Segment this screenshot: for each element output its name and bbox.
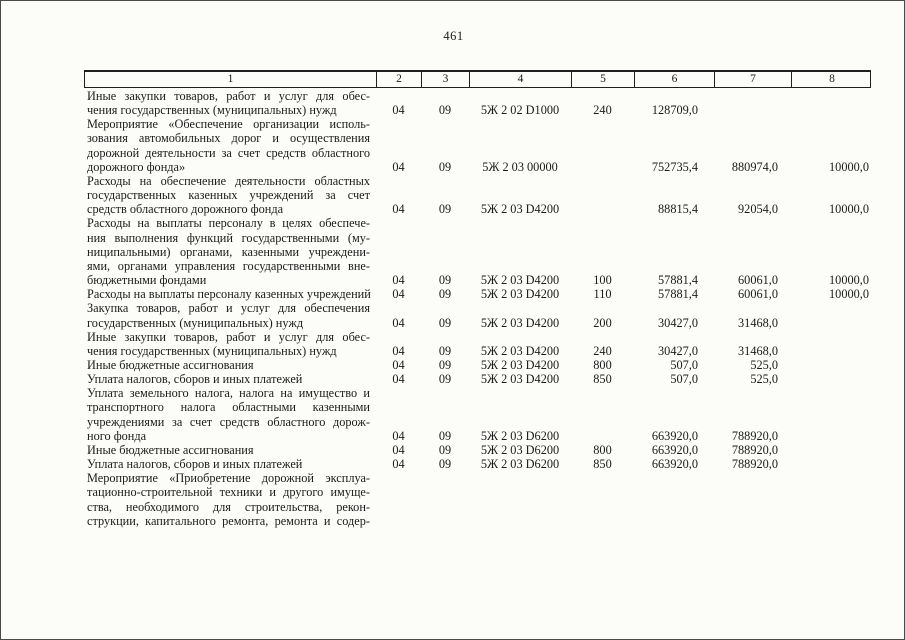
cell-amount-year1: 30427,0 [658,315,698,330]
table-row [84,358,871,372]
cell-subsection-code: 09 [438,372,452,387]
row-description [84,372,376,386]
cell-target-item-code: 5Ж 2 03 D6200 [480,428,560,443]
table-row [84,372,871,386]
row-description [84,174,376,216]
cell-target-item-code: 5Ж 2 02 D1000 [480,103,560,118]
row-description [84,358,376,372]
cell-target-item-code: 5Ж 2 03 D4200 [480,287,560,302]
description-line: Уплата земельного налога, налога на имущество и [87,386,370,401]
cell-amount-year1: 663920,0 [651,428,698,443]
description-line: ния выполнения функций государственными (му- [87,230,370,245]
table-row [84,216,871,287]
description-line: Расходы на выплаты персоналу казенных учреждений [87,287,371,302]
description-line: государственных казенных учреждений за счет [87,188,370,203]
row-description [84,287,376,301]
cell-amount-year1: 30427,0 [658,343,698,358]
table-row [84,457,871,471]
table-header-row [84,70,871,88]
budget-table [84,70,871,528]
cell-amount-year1: 752735,4 [651,159,698,174]
cell-expense-type-code: 110 [593,287,612,302]
description-line: Иные закупки товаров, работ и услуг для обес- [87,89,370,103]
table-row [84,443,871,457]
cell-section-code: 04 [392,457,405,472]
row-description [84,386,376,443]
cell-section-code: 04 [392,287,405,302]
description-line: Мероприятие «Обеспечение организации исполь- [87,117,370,132]
header-cell: 3 [422,72,470,87]
description-line: зования автомобильных дорог и осуществления [87,131,370,146]
table-row [84,287,871,301]
cell-subsection-code: 09 [438,428,452,443]
table-body [84,88,871,528]
cell-amount-year1: 663920,0 [651,442,698,457]
cell-subsection-code: 09 [438,202,452,217]
table-row [84,117,871,174]
header-cell: 4 [470,72,572,87]
row-description [84,117,376,174]
page-number: 461 [443,29,464,43]
cell-expense-type-code: 850 [593,372,612,387]
row-description [84,89,376,117]
header-cell: 6 [635,72,715,87]
header-cell: 1 [85,72,377,87]
description-line: государственных (муниципальных) нужд [87,315,304,330]
table-row [84,89,871,117]
cell-expense-type-code: 100 [593,273,612,288]
cell-target-item-code: 5Ж 2 03 D4200 [480,343,560,358]
header-cell: 8 [829,73,835,85]
cell-expense-type-code: 240 [593,103,612,118]
cell-subsection-code: 09 [438,159,452,174]
description-line: Закупка товаров, работ и услуг для обеспечения [87,301,370,316]
cell-subsection-code: 09 [438,103,452,118]
cell-target-item-code: 5Ж 2 03 D6200 [480,442,560,457]
cell-section-code: 04 [392,372,405,387]
cell-expense-type-code: 800 [593,442,612,457]
description-line: учреждениями за счет средств областного дорож- [87,414,370,429]
cell-amount-year1: 507,0 [670,357,698,372]
cell-amount-year3: 10000,0 [829,273,869,288]
cell-amount-year1: 57881,4 [658,287,698,302]
description-line: ного фонда [87,428,147,443]
cell-target-item-code: 5Ж 2 03 D4200 [480,315,560,330]
cell-section-code: 04 [392,159,405,174]
cell-amount-year2: 525,0 [750,357,778,372]
cell-amount-year1: 57881,4 [658,273,698,288]
cell-expense-type-code: 200 [593,315,612,330]
description-line: струкции, капитального ремонта, ремонта и содер- [87,513,370,528]
cell-section-code: 04 [392,343,405,358]
cell-section-code: 04 [392,357,405,372]
description-line: чения государственных (муниципальных) нужд [87,103,337,118]
row-description [84,330,376,358]
cell-section-code: 04 [392,273,405,288]
description-line: Мероприятие «Приобретение дорожной эксплуа- [87,471,370,486]
cell-subsection-code: 09 [438,315,452,330]
cell-expense-type-code: 800 [593,357,612,372]
description-line: Расходы на обеспечение деятельности областных [87,173,370,188]
row-description [84,301,376,329]
cell-section-code: 04 [392,202,405,217]
cell-amount-year2: 788920,0 [731,442,778,457]
cell-target-item-code: 5Ж 2 03 D6200 [480,457,560,472]
description-line: Уплата налогов, сборов и иных платежей [87,372,303,387]
cell-amount-year2: 788920,0 [731,457,778,472]
description-line: ями, органами управления государственными вне- [87,258,370,273]
table-row [84,174,871,216]
cell-subsection-code: 09 [438,442,452,457]
cell-section-code: 04 [392,428,405,443]
description-line: Иные бюджетные ассигнования [87,357,254,372]
description-line: средств областного дорожного фонда [87,202,284,217]
cell-amount-year2: 60061,0 [738,287,778,302]
row-description [84,471,376,528]
cell-amount-year3: 10000,0 [829,159,869,174]
row-description [84,443,376,457]
table-row [84,330,871,358]
row-description [84,216,376,287]
cell-subsection-code: 09 [438,287,452,302]
description-line: чения государственных (муниципальных) нужд [87,343,337,358]
description-line: Иные бюджетные ассигнования [87,442,254,457]
header-cell: 2 [377,72,422,87]
cell-amount-year2: 788920,0 [731,428,778,443]
cell-amount-year2: 31468,0 [738,315,778,330]
cell-amount-year2: 525,0 [750,372,778,387]
cell-amount-year1: 128709,0 [651,103,698,118]
cell-target-item-code: 5Ж 2 03 D4200 [480,202,560,217]
cell-target-item-code: 5Ж 2 03 00000 [482,159,558,174]
cell-amount-year2: 60061,0 [738,273,778,288]
cell-amount-year1: 88815,4 [658,202,698,217]
cell-amount-year1: 507,0 [670,372,698,387]
cell-target-item-code: 5Ж 2 03 D4200 [480,273,560,288]
header-cell: 5 [572,72,635,87]
cell-section-code: 04 [392,315,405,330]
description-line: ства, необходимого для строительства, рекон- [87,499,370,514]
cell-subsection-code: 09 [438,457,452,472]
description-line: тационно-строительной техники и другого имуще- [87,485,370,500]
cell-amount-year2: 31468,0 [738,343,778,358]
description-line: транспортного налога областными казенными [87,400,370,415]
cell-amount-year3: 10000,0 [829,202,869,217]
description-line: ниципальными) органами, казенными учреждени- [87,244,370,259]
table-row [84,471,871,528]
cell-amount-year3: 10000,0 [829,287,869,302]
description-line: Иные закупки товаров, работ и услуг для обес- [87,329,370,344]
description-line: бюджетными фондами [87,273,207,288]
cell-expense-type-code: 240 [593,343,612,358]
cell-section-code: 04 [392,442,405,457]
description-line: дорожной деятельности за счет средств областного [87,145,370,160]
description-line: Уплата налогов, сборов и иных платежей [87,457,303,472]
description-line: дорожного фонда» [87,159,186,174]
cell-amount-year2: 92054,0 [738,202,778,217]
cell-section-code: 04 [392,103,405,118]
cell-target-item-code: 5Ж 2 03 D4200 [480,372,560,387]
cell-subsection-code: 09 [438,273,452,288]
cell-amount-year1: 663920,0 [651,457,698,472]
cell-target-item-code: 5Ж 2 03 D4200 [480,357,560,372]
description-line: Расходы на выплаты персоналу в целях обеспече- [87,216,370,231]
table-row [84,301,871,329]
cell-amount-year2: 880974,0 [731,159,778,174]
cell-subsection-code: 09 [438,357,452,372]
header-cell: 7 [715,72,792,87]
table-row [84,386,871,443]
cell-expense-type-code: 850 [593,457,612,472]
row-description [84,457,376,471]
cell-subsection-code: 09 [438,343,452,358]
